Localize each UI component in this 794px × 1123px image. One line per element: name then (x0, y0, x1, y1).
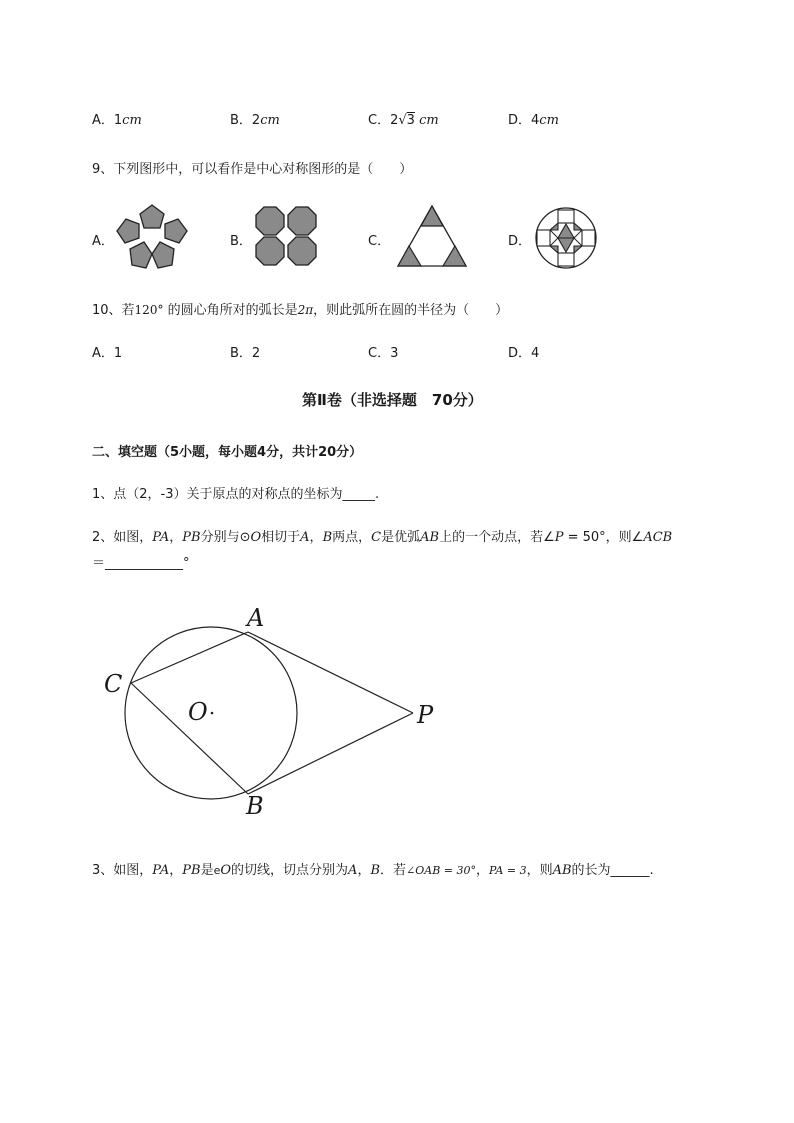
q10-option-b: B．2 (230, 346, 261, 361)
q8-option-d: D．4cm (508, 113, 559, 128)
label-a: A (247, 604, 265, 632)
tangent-pb (248, 713, 413, 794)
label-b: B (246, 792, 264, 820)
q9-label-c: C． (368, 234, 391, 249)
label-c: C (104, 670, 123, 698)
q10-option-c: C．3 (368, 346, 399, 361)
q8-option-c: C．2√3 cm (368, 113, 439, 128)
q10-option-d: D．4 (508, 346, 540, 361)
fill-question-2-line1: 2、如图，PA，PB分别与⊙O相切于A，B两点，C是优弧AB上的一个动点，若∠P = 50°，则∠ACB (92, 530, 673, 545)
q9-stem: 9、下列图形中，可以看作是中心对称图形的是（ ） (92, 162, 413, 177)
q9-label-b: B． (230, 234, 252, 249)
label-o: O (188, 698, 208, 726)
fill-question-3: 3、如图，PA，PB是eO的切线，切点分别为A，B．若∠OAB = 30°，PA = 3，则AB的长为______. (92, 863, 654, 878)
q8-option-a: A．1cm (92, 113, 142, 128)
part2-title: 第Ⅱ卷（非选择题 70分） (302, 391, 483, 409)
q9-label-d: D． (508, 234, 532, 249)
q9-label-a: A． (92, 234, 114, 249)
fill-question-2-line2: ＝____________° (92, 556, 190, 571)
fill-question-1: 1、点（2，-3）关于原点的对称点的坐标为_____. (92, 487, 380, 502)
chord-ca (131, 632, 248, 683)
section-title: 二、填空题（5小题，每小题4分，共计20分） (92, 445, 363, 460)
q10-stem: 10、若120° 的圆心角所对的弧长是2π，则此弧所在圆的半径为（ ） (92, 303, 509, 318)
tangent-pa (248, 632, 413, 713)
q10-option-a: A．1 (92, 346, 123, 361)
q8-option-b: B．2cm (230, 113, 280, 128)
label-p: P (417, 701, 434, 729)
center-dot (211, 712, 214, 715)
